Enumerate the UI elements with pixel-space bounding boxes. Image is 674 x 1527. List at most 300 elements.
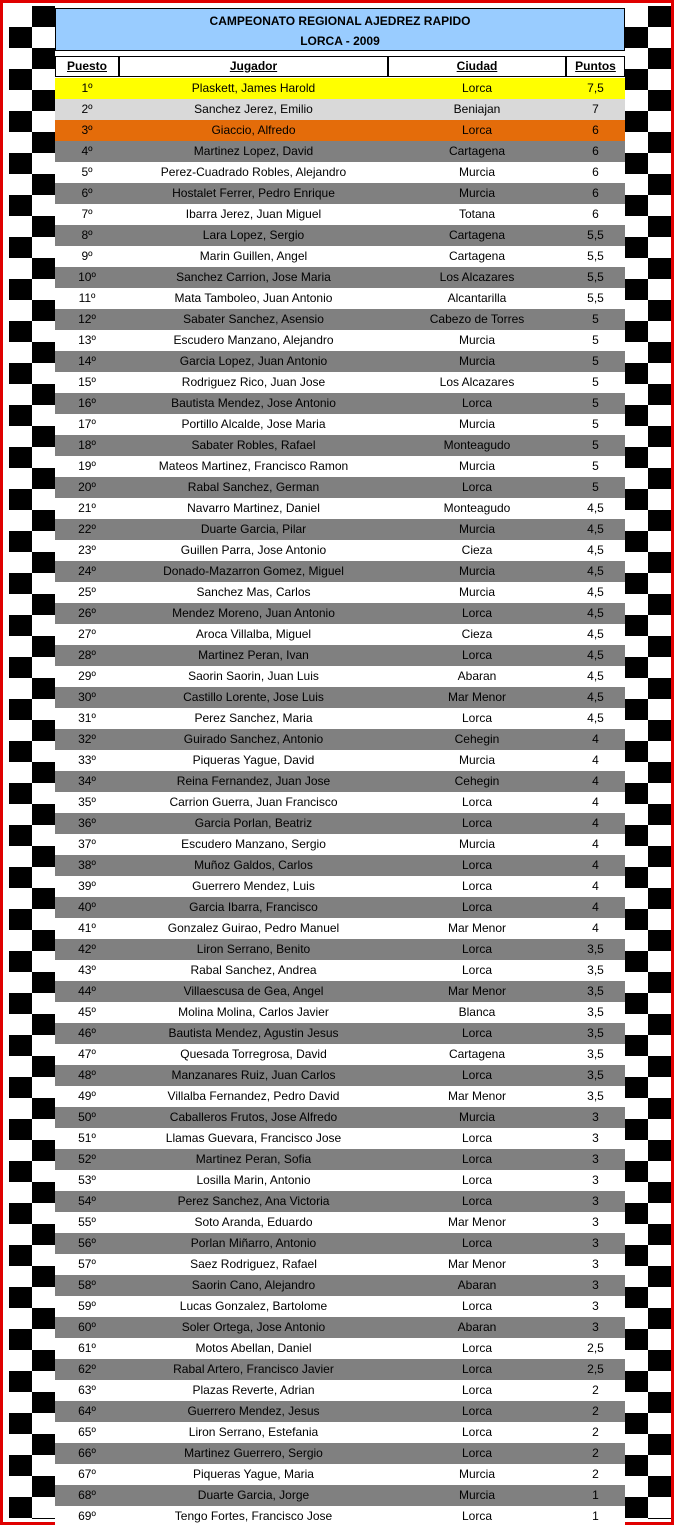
checkerboard-border-left bbox=[9, 6, 55, 1519]
table-row bbox=[55, 351, 625, 372]
table-row bbox=[55, 1317, 625, 1338]
table-row bbox=[55, 183, 625, 204]
city-cell: Los Alcazares bbox=[439, 270, 515, 284]
table-row bbox=[55, 1464, 625, 1485]
city-cell: Blanca bbox=[458, 1005, 496, 1019]
points-cell: 3 bbox=[592, 1152, 599, 1166]
points-cell: 1 bbox=[592, 1488, 599, 1502]
city-cell: Mar Menor bbox=[447, 984, 506, 998]
player-cell: Llamas Guevara, Francisco Jose bbox=[165, 1131, 342, 1145]
points-cell: 5,5 bbox=[587, 249, 604, 263]
points-cell: 5,5 bbox=[587, 270, 604, 284]
points-cell: 7,5 bbox=[587, 81, 604, 95]
position-cell: 26º bbox=[78, 606, 96, 620]
table-row bbox=[55, 1212, 625, 1233]
city-cell: Lorca bbox=[461, 1026, 493, 1040]
table-row bbox=[55, 771, 625, 792]
points-cell: 3,5 bbox=[587, 1005, 604, 1019]
points-cell: 4,5 bbox=[587, 669, 604, 683]
position-cell: 65º bbox=[78, 1425, 96, 1439]
city-cell: Lorca bbox=[461, 1362, 493, 1376]
position-cell: 62º bbox=[78, 1362, 96, 1376]
player-cell: Motos Abellan, Daniel bbox=[195, 1341, 312, 1355]
position-cell: 68º bbox=[78, 1488, 96, 1502]
table-row bbox=[55, 813, 625, 834]
player-cell: Guirado Sanchez, Antonio bbox=[183, 732, 324, 746]
position-cell: 30º bbox=[78, 690, 96, 704]
points-cell: 3 bbox=[592, 1320, 599, 1334]
player-cell: Villaescusa de Gea, Angel bbox=[183, 984, 324, 998]
player-cell: Lara Lopez, Sergio bbox=[202, 228, 305, 242]
city-cell: Murcia bbox=[458, 459, 495, 473]
position-cell: 64º bbox=[78, 1404, 96, 1418]
points-cell: 4,5 bbox=[587, 711, 604, 725]
position-cell: 55º bbox=[78, 1215, 96, 1229]
city-cell: Totana bbox=[458, 207, 496, 221]
city-cell: Lorca bbox=[461, 1173, 493, 1187]
city-cell: Lorca bbox=[461, 123, 493, 137]
position-cell: 2º bbox=[81, 102, 93, 116]
city-cell: Mar Menor bbox=[447, 690, 506, 704]
position-cell: 45º bbox=[78, 1005, 96, 1019]
player-cell: Perez Sanchez, Maria bbox=[194, 711, 313, 725]
points-cell: 3 bbox=[592, 1257, 599, 1271]
player-cell: Mata Tamboleo, Juan Antonio bbox=[174, 291, 333, 305]
points-cell: 5 bbox=[592, 438, 599, 452]
points-cell: 4 bbox=[592, 816, 599, 830]
city-cell: Lorca bbox=[461, 81, 493, 95]
column-header-puntos: Puntos bbox=[566, 56, 625, 77]
table-row bbox=[55, 960, 625, 981]
city-cell: Monteagudo bbox=[443, 501, 511, 515]
table-row bbox=[55, 624, 625, 645]
points-cell: 6 bbox=[592, 144, 599, 158]
points-cell: 2 bbox=[592, 1383, 599, 1397]
player-cell: Sabater Sanchez, Asensio bbox=[183, 312, 324, 326]
position-cell: 48º bbox=[78, 1068, 96, 1082]
table-row bbox=[55, 1086, 625, 1107]
position-cell: 16º bbox=[78, 396, 96, 410]
player-cell: Piqueras Yague, Maria bbox=[193, 1467, 314, 1481]
points-cell: 5 bbox=[592, 396, 599, 410]
points-cell: 4,5 bbox=[587, 501, 604, 515]
city-cell: Cieza bbox=[461, 543, 493, 557]
table-row bbox=[55, 1107, 625, 1128]
position-cell: 49º bbox=[78, 1089, 96, 1103]
player-cell: Gonzalez Guirao, Pedro Manuel bbox=[167, 921, 340, 935]
position-cell: 51º bbox=[78, 1131, 96, 1145]
position-cell: 8º bbox=[81, 228, 93, 242]
table-row bbox=[55, 603, 625, 624]
player-cell: Martinez Lopez, David bbox=[193, 144, 314, 158]
player-cell: Mateos Martinez, Francisco Ramon bbox=[158, 459, 349, 473]
city-cell: Lorca bbox=[461, 1236, 493, 1250]
position-cell: 38º bbox=[78, 858, 96, 872]
player-cell: Sabater Robles, Rafael bbox=[191, 438, 316, 452]
position-cell: 15º bbox=[78, 375, 96, 389]
position-cell: 33º bbox=[78, 753, 96, 767]
player-cell: Giaccio, Alfredo bbox=[211, 123, 296, 137]
position-cell: 59º bbox=[78, 1299, 96, 1313]
city-cell: Cehegin bbox=[454, 732, 500, 746]
points-cell: 5 bbox=[592, 417, 599, 431]
position-cell: 67º bbox=[78, 1467, 96, 1481]
player-cell: Piqueras Yague, David bbox=[192, 753, 315, 767]
table-row bbox=[55, 855, 625, 876]
position-cell: 10º bbox=[78, 270, 96, 284]
city-cell: Lorca bbox=[461, 942, 493, 956]
player-cell: Liron Serrano, Estefania bbox=[188, 1425, 319, 1439]
table-row bbox=[55, 1254, 625, 1275]
city-cell: Abaran bbox=[457, 1278, 497, 1292]
points-cell: 4 bbox=[592, 921, 599, 935]
title-banner bbox=[55, 8, 625, 51]
city-cell: Murcia bbox=[458, 1110, 495, 1124]
points-cell: 3,5 bbox=[587, 942, 604, 956]
city-cell: Cabezo de Torres bbox=[429, 312, 525, 326]
player-cell: Escudero Manzano, Sergio bbox=[181, 837, 326, 851]
tournament-location-year: LORCA - 2009 bbox=[300, 34, 380, 48]
city-cell: Lorca bbox=[461, 816, 493, 830]
points-cell: 6 bbox=[592, 165, 599, 179]
points-cell: 3 bbox=[592, 1278, 599, 1292]
points-cell: 6 bbox=[592, 207, 599, 221]
position-cell: 52º bbox=[78, 1152, 96, 1166]
points-cell: 2 bbox=[592, 1404, 599, 1418]
table-row bbox=[55, 225, 625, 246]
points-cell: 4 bbox=[592, 900, 599, 914]
position-cell: 34º bbox=[78, 774, 96, 788]
player-cell: Rabal Sanchez, Andrea bbox=[190, 963, 317, 977]
player-cell: Portillo Alcalde, Jose Maria bbox=[181, 417, 326, 431]
table-header bbox=[55, 56, 625, 77]
points-cell: 5 bbox=[592, 459, 599, 473]
table-row bbox=[55, 519, 625, 540]
player-cell: Duarte Garcia, Jorge bbox=[197, 1488, 310, 1502]
position-cell: 11º bbox=[78, 291, 96, 305]
position-cell: 60º bbox=[78, 1320, 96, 1334]
table-row bbox=[55, 1233, 625, 1254]
player-cell: Lucas Gonzalez, Bartolome bbox=[179, 1299, 328, 1313]
city-cell: Lorca bbox=[461, 1341, 493, 1355]
city-cell: Mar Menor bbox=[447, 921, 506, 935]
table-row bbox=[55, 645, 625, 666]
city-cell: Murcia bbox=[458, 1467, 495, 1481]
player-cell: Porlan Miñarro, Antonio bbox=[190, 1236, 317, 1250]
table-row bbox=[55, 687, 625, 708]
table-row bbox=[55, 1380, 625, 1401]
position-cell: 4º bbox=[81, 144, 93, 158]
table-row bbox=[55, 1275, 625, 1296]
points-cell: 6 bbox=[592, 186, 599, 200]
position-cell: 14º bbox=[78, 354, 96, 368]
position-cell: 5º bbox=[81, 165, 93, 179]
player-cell: Marin Guillen, Angel bbox=[199, 249, 308, 263]
city-cell: Lorca bbox=[461, 606, 493, 620]
points-cell: 3 bbox=[592, 1215, 599, 1229]
table-row bbox=[55, 435, 625, 456]
position-cell: 46º bbox=[78, 1026, 96, 1040]
table-row bbox=[55, 876, 625, 897]
points-cell: 2,5 bbox=[587, 1341, 604, 1355]
player-cell: Martinez Peran, Sofia bbox=[195, 1152, 312, 1166]
city-cell: Cieza bbox=[461, 627, 493, 641]
city-cell: Murcia bbox=[458, 585, 495, 599]
city-cell: Lorca bbox=[461, 795, 493, 809]
table-row bbox=[55, 309, 625, 330]
tournament-title: CAMPEONATO REGIONAL AJEDREZ RAPIDO bbox=[209, 14, 471, 28]
player-cell: Mendez Moreno, Juan Antonio bbox=[172, 606, 335, 620]
player-cell: Sanchez Jerez, Emilio bbox=[194, 102, 313, 116]
city-cell: Lorca bbox=[461, 1299, 493, 1313]
table-row bbox=[55, 1401, 625, 1422]
city-cell: Lorca bbox=[461, 711, 493, 725]
player-cell: Tengo Fortes, Francisco Jose bbox=[174, 1509, 333, 1523]
player-cell: Perez-Cuadrado Robles, Alejandro bbox=[160, 165, 347, 179]
table-row bbox=[55, 141, 625, 162]
table-row bbox=[55, 792, 625, 813]
points-cell: 5 bbox=[592, 480, 599, 494]
table-row bbox=[55, 1023, 625, 1044]
player-cell: Guerrero Mendez, Jesus bbox=[187, 1404, 320, 1418]
city-cell: Cartagena bbox=[448, 1047, 506, 1061]
points-cell: 4,5 bbox=[587, 606, 604, 620]
points-cell: 6 bbox=[592, 123, 599, 137]
city-cell: Murcia bbox=[458, 753, 495, 767]
table-row bbox=[55, 1002, 625, 1023]
position-cell: 32º bbox=[78, 732, 96, 746]
city-cell: Cartagena bbox=[448, 144, 506, 158]
city-cell: Lorca bbox=[461, 963, 493, 977]
table-row bbox=[55, 750, 625, 771]
position-cell: 12º bbox=[78, 312, 96, 326]
points-cell: 4 bbox=[592, 753, 599, 767]
table-row bbox=[55, 162, 625, 183]
points-cell: 4,5 bbox=[587, 627, 604, 641]
table-row bbox=[55, 456, 625, 477]
player-cell: Villalba Fernandez, Pedro David bbox=[167, 1089, 340, 1103]
points-cell: 3,5 bbox=[587, 1026, 604, 1040]
points-cell: 3 bbox=[592, 1131, 599, 1145]
column-header-puesto: Puesto bbox=[55, 56, 119, 77]
points-cell: 3 bbox=[592, 1194, 599, 1208]
player-cell: Muñoz Galdos, Carlos bbox=[194, 858, 313, 872]
points-cell: 4 bbox=[592, 795, 599, 809]
position-cell: 20º bbox=[78, 480, 96, 494]
table-row bbox=[55, 477, 625, 498]
position-cell: 19º bbox=[78, 459, 96, 473]
city-cell: Mar Menor bbox=[447, 1089, 506, 1103]
city-cell: Murcia bbox=[458, 522, 495, 536]
player-cell: Bautista Mendez, Jose Antonio bbox=[171, 396, 336, 410]
table-row bbox=[55, 939, 625, 960]
position-cell: 25º bbox=[78, 585, 96, 599]
city-cell: Lorca bbox=[461, 1404, 493, 1418]
city-cell: Cartagena bbox=[448, 228, 506, 242]
table-row bbox=[55, 414, 625, 435]
player-cell: Manzanares Ruiz, Juan Carlos bbox=[171, 1068, 336, 1082]
city-cell: Lorca bbox=[461, 858, 493, 872]
city-cell: Lorca bbox=[461, 1131, 493, 1145]
player-cell: Sanchez Mas, Carlos bbox=[196, 585, 311, 599]
position-cell: 53º bbox=[78, 1173, 96, 1187]
city-cell: Lorca bbox=[461, 1383, 493, 1397]
position-cell: 24º bbox=[78, 564, 96, 578]
points-cell: 4,5 bbox=[587, 690, 604, 704]
points-cell: 4 bbox=[592, 732, 599, 746]
table-row bbox=[55, 540, 625, 561]
table-row bbox=[55, 897, 625, 918]
table-row bbox=[55, 120, 625, 141]
player-cell: Ibarra Jerez, Juan Miguel bbox=[185, 207, 322, 221]
points-cell: 3,5 bbox=[587, 984, 604, 998]
player-cell: Soto Aranda, Eduardo bbox=[194, 1215, 313, 1229]
city-cell: Lorca bbox=[461, 1068, 493, 1082]
table-row bbox=[55, 1149, 625, 1170]
column-header-ciudad: Ciudad bbox=[388, 56, 566, 77]
position-cell: 61º bbox=[78, 1341, 96, 1355]
player-cell: Duarte Garcia, Pilar bbox=[200, 522, 307, 536]
table-row bbox=[55, 78, 625, 99]
table-row bbox=[55, 1338, 625, 1359]
player-cell: Saorin Saorin, Juan Luis bbox=[188, 669, 319, 683]
player-cell: Garcia Porlan, Beatriz bbox=[194, 816, 313, 830]
city-cell: Beniajan bbox=[453, 102, 501, 116]
player-cell: Hostalet Ferrer, Pedro Enrique bbox=[172, 186, 335, 200]
position-cell: 58º bbox=[78, 1278, 96, 1292]
player-cell: Donado-Mazarron Gomez, Miguel bbox=[163, 564, 344, 578]
city-cell: Murcia bbox=[458, 1488, 495, 1502]
standings-sheet bbox=[55, 8, 625, 1523]
player-cell: Liron Serrano, Benito bbox=[196, 942, 311, 956]
player-cell: Navarro Martinez, Daniel bbox=[187, 501, 320, 515]
player-cell: Castillo Lorente, Jose Luis bbox=[183, 690, 324, 704]
table-row bbox=[55, 99, 625, 120]
standings-table-body bbox=[55, 78, 625, 1527]
city-cell: Murcia bbox=[458, 417, 495, 431]
city-cell: Lorca bbox=[461, 396, 493, 410]
city-cell: Lorca bbox=[461, 1509, 493, 1523]
city-cell: Murcia bbox=[458, 354, 495, 368]
city-cell: Lorca bbox=[461, 1194, 493, 1208]
points-cell: 3 bbox=[592, 1236, 599, 1250]
points-cell: 5 bbox=[592, 312, 599, 326]
city-cell: Murcia bbox=[458, 186, 495, 200]
position-cell: 42º bbox=[78, 942, 96, 956]
position-cell: 22º bbox=[78, 522, 96, 536]
table-row bbox=[55, 918, 625, 939]
city-cell: Murcia bbox=[458, 333, 495, 347]
table-row bbox=[55, 1191, 625, 1212]
table-row bbox=[55, 582, 625, 603]
points-cell: 3 bbox=[592, 1173, 599, 1187]
position-cell: 36º bbox=[78, 816, 96, 830]
table-row bbox=[55, 1359, 625, 1380]
points-cell: 2 bbox=[592, 1425, 599, 1439]
points-cell: 2 bbox=[592, 1467, 599, 1481]
player-cell: Molina Molina, Carlos Javier bbox=[178, 1005, 329, 1019]
player-cell: Escudero Manzano, Alejandro bbox=[173, 333, 334, 347]
points-cell: 4,5 bbox=[587, 522, 604, 536]
player-cell: Sanchez Carrion, Jose Maria bbox=[176, 270, 331, 284]
city-cell: Monteagudo bbox=[443, 438, 511, 452]
city-cell: Murcia bbox=[458, 165, 495, 179]
points-cell: 4 bbox=[592, 858, 599, 872]
position-cell: 50º bbox=[78, 1110, 96, 1124]
table-row bbox=[55, 1485, 625, 1506]
points-cell: 3 bbox=[592, 1299, 599, 1313]
position-cell: 54º bbox=[78, 1194, 96, 1208]
points-cell: 2,5 bbox=[587, 1362, 604, 1376]
points-cell: 4 bbox=[592, 879, 599, 893]
points-cell: 3,5 bbox=[587, 963, 604, 977]
table-row bbox=[55, 267, 625, 288]
position-cell: 9º bbox=[81, 249, 93, 263]
city-cell: Cartagena bbox=[448, 249, 506, 263]
points-cell: 7 bbox=[592, 102, 599, 116]
points-cell: 3,5 bbox=[587, 1068, 604, 1082]
position-cell: 66º bbox=[78, 1446, 96, 1460]
position-cell: 29º bbox=[78, 669, 96, 683]
city-cell: Cehegin bbox=[454, 774, 500, 788]
points-cell: 2 bbox=[592, 1446, 599, 1460]
player-cell: Rabal Sanchez, German bbox=[187, 480, 320, 494]
position-cell: 3º bbox=[81, 123, 93, 137]
position-cell: 27º bbox=[78, 627, 96, 641]
points-cell: 3 bbox=[592, 1110, 599, 1124]
player-cell: Quesada Torregrosa, David bbox=[180, 1047, 327, 1061]
player-cell: Guerrero Mendez, Luis bbox=[192, 879, 315, 893]
player-cell: Bautista Mendez, Agustin Jesus bbox=[168, 1026, 339, 1040]
points-cell: 3,5 bbox=[587, 1047, 604, 1061]
city-cell: Abaran bbox=[457, 669, 497, 683]
position-cell: 41º bbox=[78, 921, 96, 935]
city-cell: Lorca bbox=[461, 480, 493, 494]
table-row bbox=[55, 666, 625, 687]
position-cell: 17º bbox=[78, 417, 96, 431]
position-cell: 6º bbox=[81, 186, 93, 200]
position-cell: 23º bbox=[78, 543, 96, 557]
position-cell: 57º bbox=[78, 1257, 96, 1271]
player-cell: Garcia Lopez, Juan Antonio bbox=[179, 354, 328, 368]
position-cell: 39º bbox=[78, 879, 96, 893]
table-row bbox=[55, 204, 625, 225]
position-cell: 31º bbox=[78, 711, 96, 725]
city-cell: Lorca bbox=[461, 1446, 493, 1460]
player-cell: Soler Ortega, Jose Antonio bbox=[181, 1320, 326, 1334]
points-cell: 5,5 bbox=[587, 291, 604, 305]
position-cell: 18º bbox=[78, 438, 96, 452]
player-cell: Saorin Cano, Alejandro bbox=[191, 1278, 316, 1292]
points-cell: 4,5 bbox=[587, 543, 604, 557]
player-cell: Aroca Villalba, Miguel bbox=[195, 627, 312, 641]
position-cell: 1º bbox=[81, 81, 93, 95]
city-cell: Los Alcazares bbox=[439, 375, 515, 389]
position-cell: 43º bbox=[78, 963, 96, 977]
points-cell: 1 bbox=[592, 1509, 599, 1523]
table-row bbox=[55, 561, 625, 582]
city-cell: Murcia bbox=[458, 837, 495, 851]
position-cell: 28º bbox=[78, 648, 96, 662]
table-row bbox=[55, 1443, 625, 1464]
city-cell: Lorca bbox=[461, 1152, 493, 1166]
points-cell: 3,5 bbox=[587, 1089, 604, 1103]
city-cell: Alcantarilla bbox=[447, 291, 507, 305]
position-cell: 13º bbox=[78, 333, 96, 347]
checkerboard-border-right bbox=[625, 6, 671, 1519]
points-cell: 4 bbox=[592, 774, 599, 788]
table-row bbox=[55, 288, 625, 309]
